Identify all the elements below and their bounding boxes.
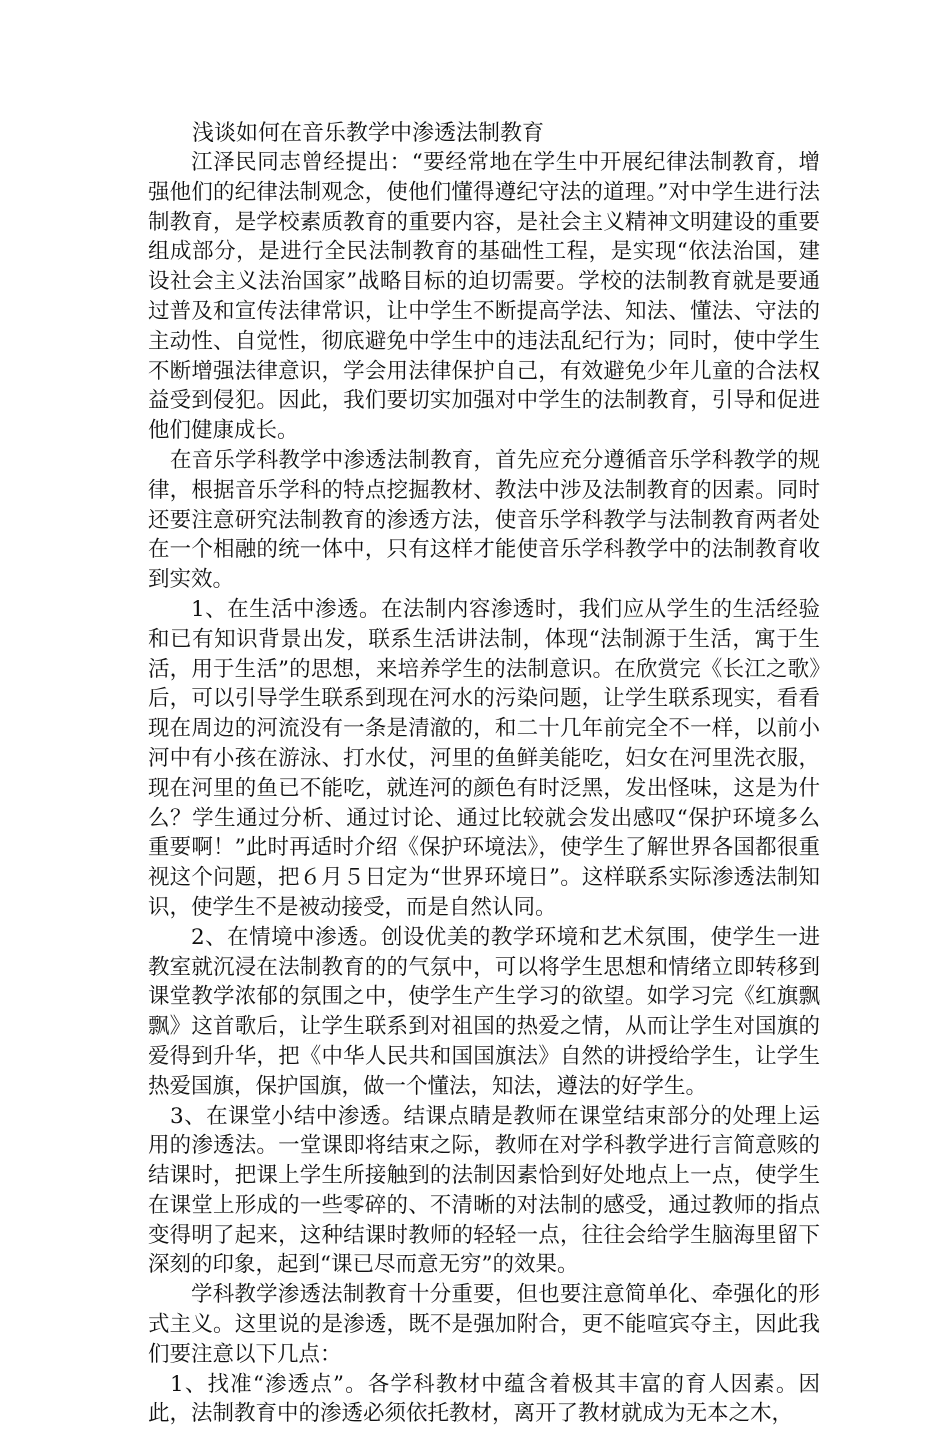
paragraph-intro: 江泽民同志曾经提出：“要经常地在学生中开展纪律法制教育，增强他们的纪律法制观念，使他们懂得遵纪守法的道理。”对中学生进行法制教育，是学校素质教育的重要内容，是社会主义精神文明建设的重要组成部分，是进行全民法制教育的基础性工程，是实现“依法治国，建设社会主义法治国家”战略目标的迫切需要。学校的法制教育就是要通过普及和宣传法律常识，让中学生不断提高学法、知法、懂法、守法的主动性、自觉性，彻底避免中学生中的违法乱纪行为；同时，使中学生不断增强法律意识，学会用法律保护自己，有效避免少年儿童的合法权益受到侵犯。因此，我们要切实加强对中学生的法制教育，引导和促进他们健康成长。 (148, 150, 820, 444)
paragraph-music-teaching: 在音乐学科教学中渗透法制教育，首先应充分遵循音乐学科教学的规律，根据音乐学科的特点挖掘教材、教法中涉及法制教育的因素。同时还要注意研究法制教育的渗透方法，使音乐学科教学与法制教育两者处在一个相融的统一体中，只有这样才能使音乐学科教学中的法制教育收到实效。 (148, 447, 820, 593)
document-title: 浅谈如何在音乐教学中渗透法制教育 (192, 121, 545, 146)
paragraph-point-1-life: 1、在生活中渗透。在法制内容渗透时，我们应从学生的生活经验和已有知识背景出发，联系生活讲法制，体现“法制源于生活，寓于生活，用于生活”的思想，来培养学生的法制意识。在欣赏完《长江之歌》后，可以引导学生联系到现在河水的污染问题，让学生联系现实，看看现在周边的河流没有一条是清澈的，和二十几年前完全不一样，以前小河中有小孩在游泳、打水仗，河里的鱼鲜美能吃，妇女在河里洗衣服，现在河里的鱼已不能吃，就连河的颜色有时泛黑，发出怪味，这是为什么？学生通过分析、通过讨论、通过比较就会发出感叹“保护环境多么重要啊！”此时再适时介绍《保护环境法》，使学生了解世界各国都很重视这个问题，把６月５日定为“世界环境日”。这样联系实际渗透法制知识，使学生不是被动接受，而是自然认同。 (148, 596, 820, 920)
document-page (148, 120, 820, 1429)
paragraph-point-3-summary: 3、在课堂小结中渗透。结课点睛是教师在课堂结束部分的处理上运用的渗透法。一堂课即将结束之际，教师在对学科教学进行言简意赅的结课时，把课上学生所接触到的法制因素恰到好处地点上一点，使学生在课堂上形成的一些零碎的、不清晰的对法制的感受，通过教师的指点变得明了起来，这种结课时教师的轻轻一点，往往会给学生脑海里留下深刻的印象，起到“课已尽而意无穷”的效果。 (148, 1103, 820, 1278)
paragraph-cautions: 学科教学渗透法制教育十分重要，但也要注意简单化、牵强化的形式主义。这里说的是渗透，既不是强加附合，更不能喧宾夺主，因此我们要注意以下几点： (148, 1282, 820, 1367)
paragraph-caution-1: 1、找准“渗透点”。各学科教材中蕴含着极其丰富的育人因素。因此，法制教育中的渗透必须依托教材，离开了教材就成为无本之木， (148, 1371, 820, 1427)
paragraph-point-2-situation: 2、在情境中渗透。创设优美的教学环境和艺术氛围，使学生一进教室就沉浸在法制教育的的气氛中，可以将学生思想和情绪立即转移到课堂教学浓郁的氛围之中，使学生产生学习的欲望。如学习完《红旗飘飘》这首歌后，让学生联系到对祖国的热爱之情，从而让学生对国旗的爱得到升华，把《中华人民共和国国旗法》自然的讲授给学生，让学生热爱国旗，保护国旗，做一个懂法，知法，遵法的好学生。 (148, 924, 820, 1099)
